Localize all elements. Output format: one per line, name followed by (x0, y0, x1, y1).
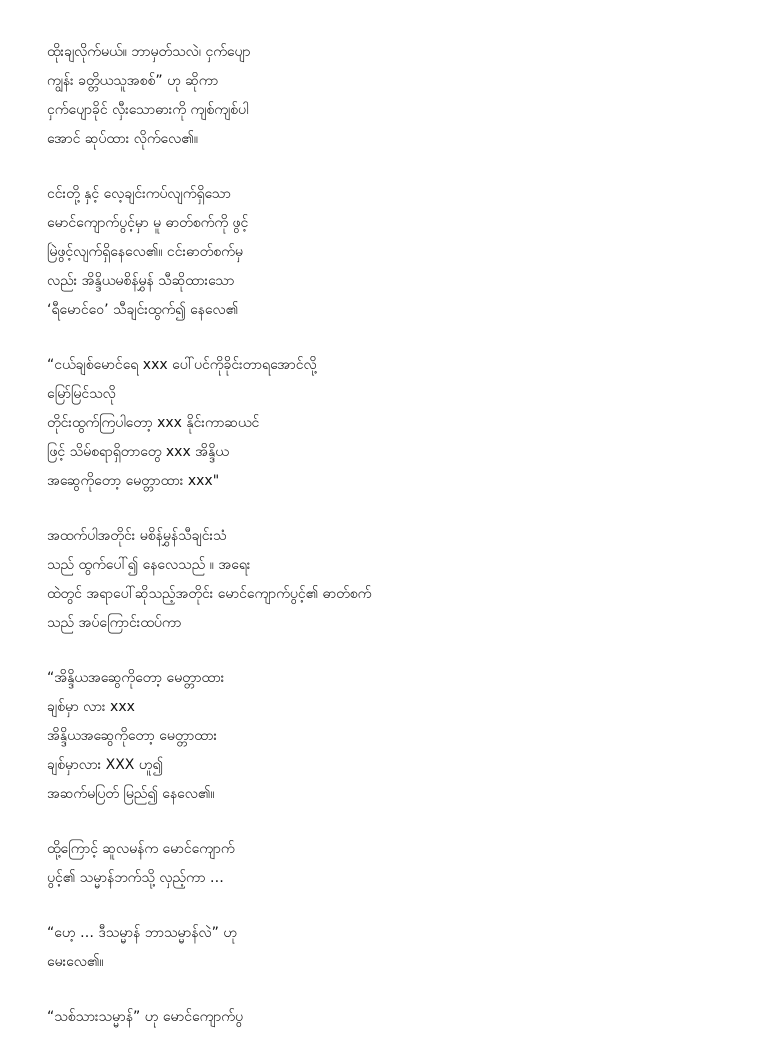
text-line: လည်း အိန္ဒိယမစိန်မွှန် သီဆိုထားသော (47, 273, 235, 289)
paragraph-8-dialogue (47, 1003, 727, 1032)
text-line: ငှက်ပျောခိုင် လှီးသောဓားကို ကျစ်ကျစ်ပါ (47, 102, 249, 118)
text-line: တိုင်းထွက်ကြပါတော့ xxx နိုင်းကာဆယင် (47, 415, 260, 431)
text-line: ချစ်မှာလား XXX ဟူ၍ (47, 757, 163, 773)
paragraph-6 (47, 835, 727, 893)
text-line: ချစ်မှာ လား xxx (47, 699, 135, 715)
text-line: အထက်ပါအတိုင်း မစိန်မွှန်သီချင်းသံ (47, 528, 227, 544)
text-line: ထိုးချလိုက်မယ်။ ဘာမှတ်သလဲ၊ ငှက်ပျော (47, 44, 251, 60)
text-line: အိန္ဒိယအဆွေကိုတော့ မေတ္တာထား (47, 728, 218, 744)
paragraph-4 (47, 522, 727, 638)
text-line: ကျွန်း ခတ္တိယသူအစစ်” ဟု ဆိုကာ (47, 73, 219, 89)
text-line: ဖြင့် သိမ်စရာရှိတာတွေ xxx အိန္ဒိယ (47, 444, 229, 460)
text-line: အဆက်မပြတ် မြည်၍ နေလေ၏။ (47, 786, 215, 802)
text-line: ထို့ကြောင့် ဆူလမန်က မောင်ကျောက် (47, 841, 235, 857)
text-line: “ဟေ့ … ဒီသမ္မာန် ဘာသမ္မာန်လဲ” ဟု (47, 925, 238, 941)
text-line: သည် အပ်ကြောင်းထပ်ကာ (47, 615, 182, 631)
text-line: အောင် ဆုပ်ထား လိုက်လေ၏။ (47, 131, 198, 147)
text-line: “အိန္ဒိယအဆွေကိုတော့ မေတ္တာထား (47, 670, 225, 686)
paragraph-5-song-quote (47, 664, 727, 809)
document-page (47, 38, 727, 1058)
paragraph-1 (47, 38, 727, 154)
text-line: “ငယ်ချစ်မောင်ရေ xxx ပေါ်ပင်ကိုခိုင်းတာရအောင်လို့ (47, 357, 317, 373)
text-line: အဆွေကိုတော့ မေတ္တာထား xxx" (47, 473, 220, 489)
text-line: ပွင့်၏ သမ္မာန်ဘက်သို့ လှည့်ကာ … (47, 870, 224, 886)
text-line: မေးလေ၏။ (47, 954, 104, 970)
paragraph-3-song-quote (47, 351, 727, 496)
text-line: “သစ်သားသမ္မာန်” ဟု မောင်ကျောက်ပွ (47, 1009, 243, 1025)
text-line: ‘ရီမောင်ဝေ’ သီချင်းထွက်၍ နေလေ၏ (47, 302, 239, 318)
text-line: သည် ထွက်ပေါ်၍ နေလေသည် ။ အရေး (47, 557, 251, 573)
text-line: ငင်းတို့ နှင့် လေ့ချင်းကပ်လျက်ရှိသော (47, 186, 231, 202)
text-line: မြော်မြင်သလို (47, 386, 116, 402)
text-line: ထဲတွင် အရာပေါ်ဆိုသည့်အတိုင်း မောင်ကျောက်ပွင့်၏ ဓာတ်စက် (47, 586, 372, 602)
paragraph-2 (47, 180, 727, 325)
text-line: မောင်ကျောက်ပွင့်မှာ မူ ဓာတ်စက်ကို ဖွင့် (47, 215, 249, 231)
paragraph-7-dialogue (47, 919, 727, 977)
text-line: မြဲဖွင့်လျက်ရှိနေလေ၏။ ငင်းဓာတ်စက်မှ (47, 244, 243, 260)
